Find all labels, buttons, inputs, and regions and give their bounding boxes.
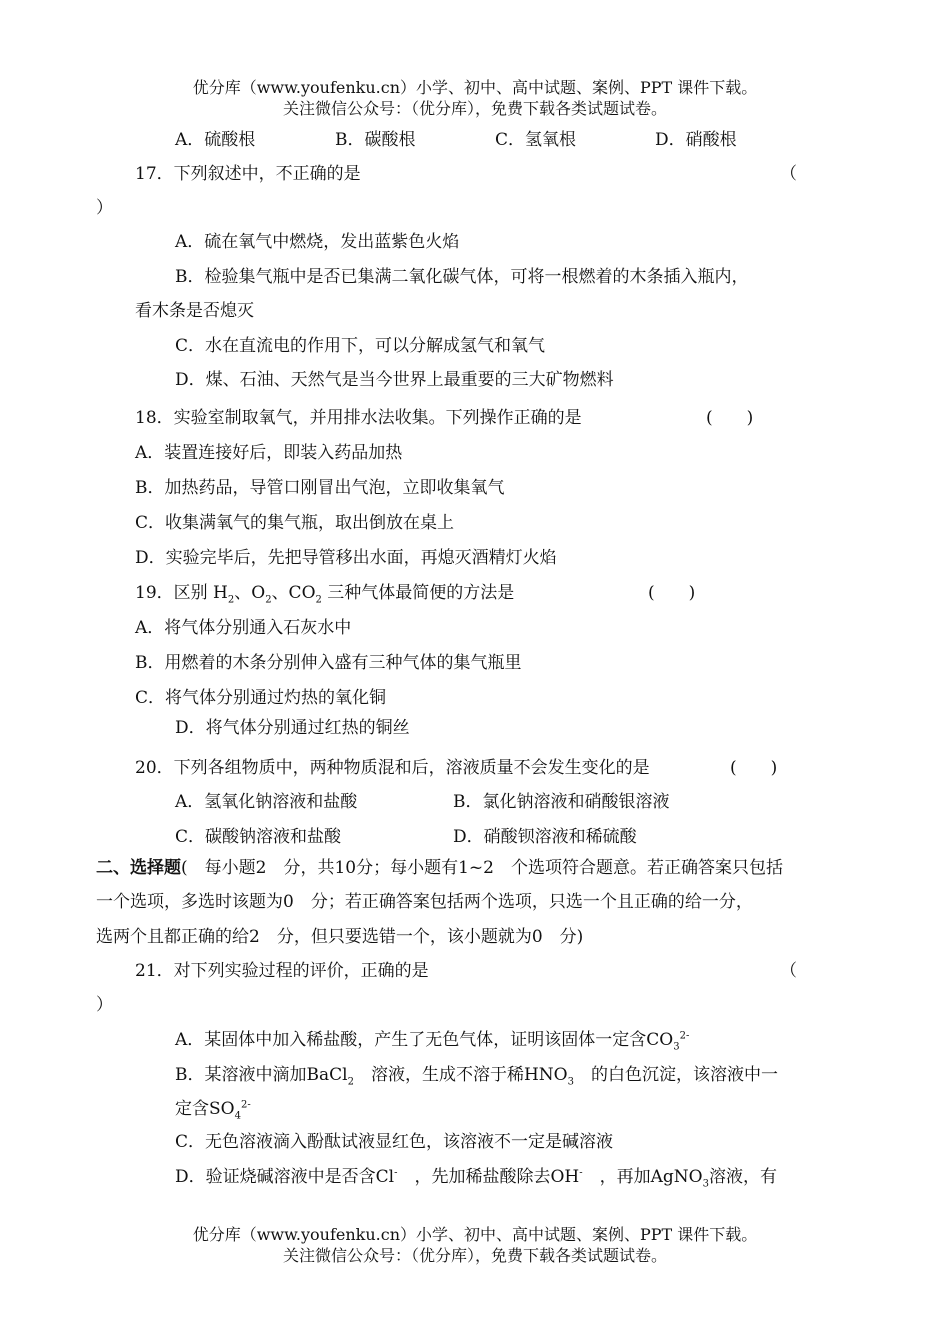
section2-title: 二、选择题	[96, 858, 181, 878]
q17-option-a: A．硫在氧气中燃烧，发出蓝紫色火焰	[175, 232, 460, 252]
q17-stem: 17．下列叙述中，不正确的是	[135, 164, 361, 184]
q19-paren: ( )	[648, 583, 696, 603]
q19-option-a: A．将气体分别通入石灰水中	[135, 618, 352, 638]
q18-option-c: C．收集满氧气的集气瓶，取出倒放在桌上	[135, 513, 455, 533]
q21-paren-open: （	[780, 961, 797, 981]
q17-paren-close: ）	[96, 198, 113, 218]
q21-paren-close: ）	[96, 995, 113, 1015]
q21-stem: 21．对下列实验过程的评价，正确的是	[135, 961, 429, 981]
section2-intro-line1: 二、选择题( 每小题2 分，共10分；每小题有1~2 个选项符合题意。若正确答案只包括	[96, 858, 783, 878]
q21-option-b-line1: B．某溶液中滴加BaCl$_2$ 溶液，生成不溶于稀$HNO_3$ 的白色沉淀，该溶液中一	[175, 1065, 778, 1088]
q20-paren: ( )	[730, 758, 778, 778]
q18-option-b: B．加热药品，导管口刚冒出气泡，立即收集氧气	[135, 478, 505, 498]
q17-option-b-line1: B．检验集气瓶中是否已集满二氧化碳气体，可将一根燃着的木条插入瓶内，	[175, 267, 749, 287]
q19-option-d: D．将气体分别通过红热的铜丝	[175, 718, 410, 738]
q21-option-b-line2: 定含$SO_4^{2-}$	[175, 1099, 251, 1122]
q18-option-a: A．装置连接好后，即装入药品加热	[135, 443, 403, 463]
q21-option-a: A．某固体中加入稀盐酸，产生了无色气体，证明该固体一定含$CO_3^{2-}$	[175, 1030, 690, 1053]
footer-line-1: 优分库（www.youfenku.cn）小学、初中、高中试题、案例、PPT 课件下载。	[192, 1225, 758, 1244]
q21-option-c: C．无色溶液滴入酚酞试液显红色，该溶液不一定是碱溶液	[175, 1132, 614, 1152]
q18-paren: ( )	[706, 408, 754, 428]
q18-option-d: D．实验完毕后，先把导管移出水面，再熄灭酒精灯火焰	[135, 548, 557, 568]
q20-stem: 20．下列各组物质中，两种物质混和后，溶液质量不会发生变化的是	[135, 758, 650, 778]
q17-option-c: C．水在直流电的作用下，可以分解成氢气和氧气	[175, 336, 546, 356]
q17-paren-open: （	[780, 164, 797, 184]
q16-option-b: B．碳酸根	[335, 130, 416, 150]
q16-option-a: A．硫酸根	[175, 130, 256, 150]
q16-option-c: C．氢氧根	[495, 130, 577, 150]
q19-stem: 19．区别 $H_2$、$O_2$、$CO_2$ 三种气体最简便的方法是	[135, 583, 515, 606]
q18-stem: 18．实验室制取氧气，并用排水法收集。下列操作正确的是	[135, 408, 582, 428]
section2-intro-line3: 选两个且都正确的给2 分，但只要选错一个，该小题就为0 分)	[96, 927, 584, 947]
q17-option-d: D．煤、石油、天然气是当今世界上最重要的三大矿物燃料	[175, 370, 614, 390]
q20-option-d: D．硝酸钡溶液和稀硫酸	[453, 827, 637, 847]
section2-intro-line2: 一个选项，多选时该题为0 分；若正确答案包括两个选项，只选一个且正确的给一分，	[96, 892, 753, 912]
q16-option-d: D．硝酸根	[655, 130, 737, 150]
footer-line-2: 关注微信公众号：（优分库），免费下载各类试题试卷。	[282, 1246, 667, 1265]
q20-option-a: A．氢氧化钠溶液和盐酸	[175, 792, 358, 812]
q21-option-d: D．验证烧碱溶液中是否含Cl- ，先加稀盐酸除去OH- ，再加AgNO$_3$溶液，有	[175, 1167, 777, 1190]
header-line-2: 关注微信公众号：（优分库），免费下载各类试题试卷。	[282, 99, 667, 118]
q19-option-c: C．将气体分别通过灼热的氧化铜	[135, 688, 387, 708]
q20-option-b: B．氯化钠溶液和硝酸银溶液	[453, 792, 670, 812]
q17-option-b-line2: 看木条是否熄灭	[135, 301, 254, 321]
header-line-1: 优分库（www.youfenku.cn）小学、初中、高中试题、案例、PPT 课件下载。	[192, 78, 758, 97]
q20-option-c: C．碳酸钠溶液和盐酸	[175, 827, 342, 847]
q19-option-b: B．用燃着的木条分别伸入盛有三种气体的集气瓶里	[135, 653, 522, 673]
